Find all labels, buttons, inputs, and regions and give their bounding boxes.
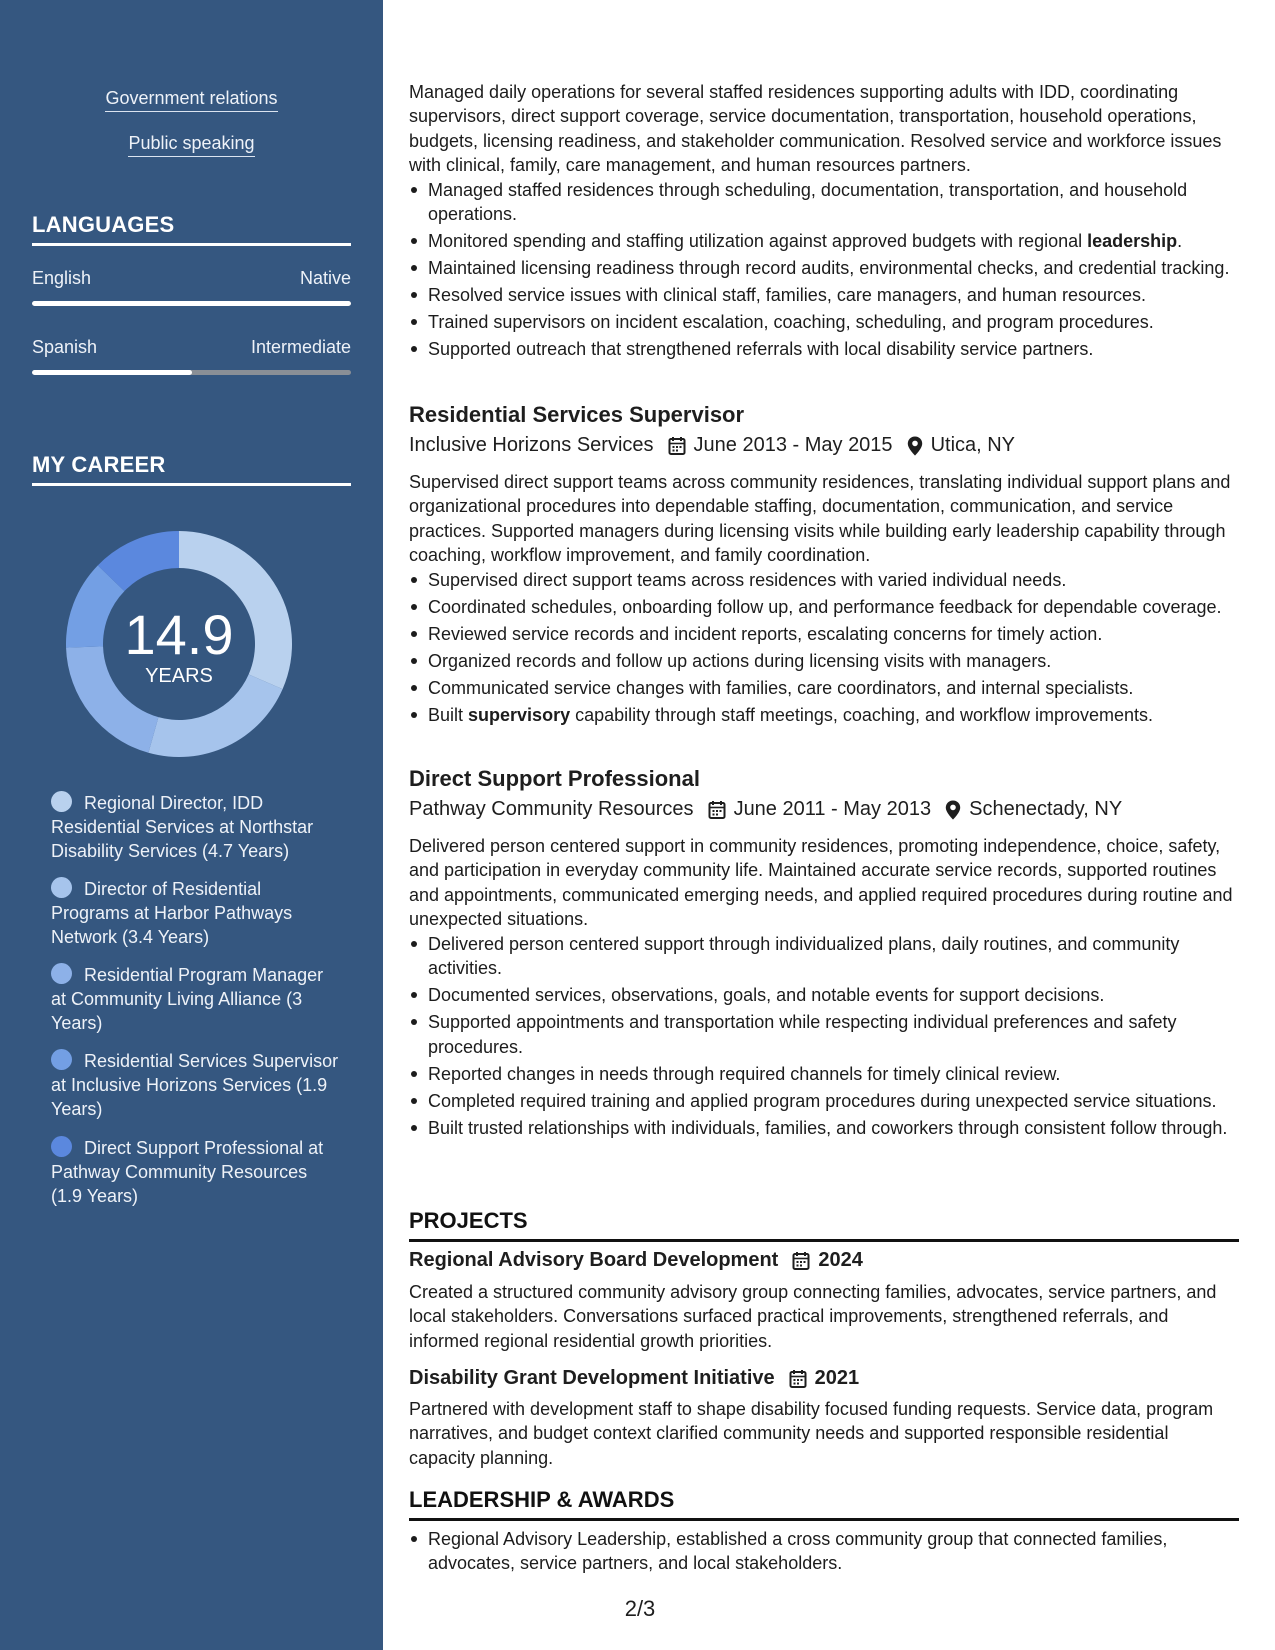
bullet-item: Managed staffed residences through scheduling, documentation, transportation, and household operations. (409, 178, 1239, 227)
career-heading: MY CAREER (32, 452, 351, 486)
legend-dot-icon (51, 1136, 72, 1157)
job-summary: Delivered person centered support in community residences, promoting independence, choice, safety, and participation in everyday community life. Maintained accurate service records, supported routines and appointments, communicated emerging needs, and applied required procedures during routine and unexpected situations. (409, 836, 1233, 930)
bullet-item: Coordinated schedules, onboarding follow up, and performance feedback for dependable coverage. (409, 595, 1239, 619)
job-title: Direct Support Professional (409, 766, 700, 791)
job-meta (409, 434, 1015, 457)
skill-label: Public speaking (128, 133, 254, 157)
bullet-item: Documented services, observations, goals, and notable events for support decisions. (409, 983, 1239, 1007)
bullet-item: Reviewed service records and incident reports, escalating concerns for timely action. (409, 622, 1239, 646)
job-location: Schenectady, NY (969, 798, 1123, 820)
legend-dot-icon (51, 963, 72, 984)
legend-dot-icon (51, 1049, 72, 1070)
career-legend-item (51, 963, 341, 1035)
project-description: Created a structured community advisory group connecting families, advocates, service partners, and local stakeholders. Conversations surfaced practical improvements, strengthened referrals, and informed regional residential growth priorities. (409, 1282, 1217, 1351)
bullet-item: Built supervisory capability through staff meetings, coaching, and workflow improvements. (409, 703, 1239, 727)
bullet-item: Trained supervisors on incident escalation, coaching, scheduling, and program procedures. (409, 310, 1239, 334)
total-years-value: 14.9 (124, 603, 234, 666)
emphasis-text: leadership (1087, 231, 1178, 252)
career-legend-item (51, 877, 341, 949)
project-title-row (409, 1367, 859, 1390)
job-meta (409, 798, 1122, 821)
project-title: Disability Grant Development Initiative (409, 1367, 775, 1389)
language-level: Intermediate (250, 337, 351, 357)
bullet-item: Supervised direct support teams across residences with varied individual needs. (409, 568, 1239, 592)
job-location: Utica, NY (930, 434, 1016, 456)
calendar-icon (792, 1251, 810, 1271)
company-name: Pathway Community Resources (409, 798, 694, 820)
bullet-item: Maintained licensing readiness through record audits, environmental checks, and credential tracking. (409, 256, 1239, 280)
bullet-item: Communicated service changes with families, care coordinators, and internal specialists. (409, 676, 1239, 700)
calendar-icon (668, 436, 686, 456)
legend-dot-icon (51, 791, 72, 812)
career-legend-item (51, 1049, 341, 1121)
calendar-icon (708, 800, 726, 820)
language-level: Native (299, 268, 351, 288)
bullet-item: Built trusted relationships with individuals, families, and coworkers through consistent follow through. (409, 1116, 1239, 1140)
job-bullets (409, 932, 1239, 1143)
page-number: 2/3 (624, 1596, 656, 1621)
project-title: Regional Advisory Board Development (409, 1249, 779, 1271)
career-legend-label: Direct Support Professional at Pathway Community Resources (1.9 Years) (51, 1138, 324, 1206)
project-description: Partnered with development staff to shape disability focused funding requests. Service data, program narratives, and budget context clarified community needs and supported responsible residential capacity planning. (409, 1399, 1214, 1468)
bullet-item: Reported changes in needs through required channels for timely clinical review. (409, 1062, 1239, 1086)
awards-bullets (409, 1527, 1239, 1578)
language-proficiency-fill (32, 301, 351, 306)
language-proficiency-bar (32, 301, 351, 306)
total-years-unit: YEARS (145, 665, 213, 687)
main-content (409, 0, 1239, 1650)
legend-dot-icon (51, 877, 72, 898)
skill-label: Government relations (105, 88, 277, 112)
languages-heading: LANGUAGES (32, 212, 351, 246)
project-year: 2021 (814, 1367, 860, 1389)
language-name: Spanish (32, 337, 98, 357)
bullet-item: Supported appointments and transportation while respecting individual preferences and safety procedures. (409, 1010, 1239, 1059)
job-title: Residential Services Supervisor (409, 402, 745, 427)
experience-bullets (409, 178, 1239, 364)
experience-summary: Managed daily operations for several staffed residences supporting adults with IDD, coordinating supervisors, direct support coverage, service documentation, transportation, household operations, budgets, licensing readiness, and stakeholder communication. Resolved service and workforce issues with clinical, family, care management, and human resources partners. (409, 82, 1222, 176)
career-legend-label: Residential Services Supervisor at Inclusive Horizons Services (1.9 Years) (51, 1051, 339, 1119)
sidebar (0, 0, 383, 1650)
language-name: English (32, 268, 92, 288)
skill-item[interactable] (0, 133, 383, 157)
project-year: 2024 (818, 1249, 863, 1271)
emphasis-text: supervisory (468, 705, 571, 725)
project-title-row (409, 1249, 863, 1272)
career-legend-item (51, 1136, 341, 1208)
career-legend-label: Residential Program Manager at Community Living Alliance (3 Years) (51, 965, 324, 1033)
career-legend-label: Director of Residential Programs at Harbor Pathways Network (3.4 Years) (51, 879, 293, 947)
job-summary: Supervised direct support teams across community residences, translating individual support plans and organizational procedures into dependable staffing, documentation, communication, and service practices. Supported managers during licensing visits while building early leadership capability through coaching, workflow improvement, and family coordination. (409, 472, 1231, 566)
bullet-item: Completed required training and applied program procedures during unexpected service situations. (409, 1089, 1239, 1113)
career-legend-item (51, 791, 341, 863)
location-pin-icon (907, 436, 923, 456)
career-legend-label: Regional Director, IDD Residential Services at Northstar Disability Services (4.7 Years) (51, 793, 314, 861)
job-bullets (409, 568, 1239, 730)
location-pin-icon (945, 800, 961, 820)
bullet-item: Organized records and follow up actions during licensing visits with managers. (409, 649, 1239, 673)
calendar-icon (789, 1369, 807, 1389)
language-proficiency-bar (32, 370, 351, 375)
bullet-item: Regional Advisory Leadership, established a cross community group that connected families, advocates, service partners, and local stakeholders. (409, 1527, 1239, 1576)
skill-item[interactable] (0, 88, 383, 112)
bullet-item: Supported outreach that strengthened referrals with local disability service partners. (409, 337, 1239, 361)
awards-heading: LEADERSHIP & AWARDS (409, 1487, 1239, 1521)
bullet-item: Delivered person centered support through individualized plans, daily routines, and community activities. (409, 932, 1239, 981)
job-dates: June 2011 - May 2013 (733, 798, 932, 820)
bullet-item: Resolved service issues with clinical staff, families, care managers, and human resources. (409, 283, 1239, 307)
bullet-item: Monitored spending and staffing utilization against approved budgets with regional leadership. (409, 229, 1239, 253)
language-proficiency-fill (32, 370, 192, 375)
projects-heading: PROJECTS (409, 1208, 1239, 1242)
job-dates: June 2013 - May 2015 (693, 434, 893, 456)
company-name: Inclusive Horizons Services (409, 434, 654, 456)
